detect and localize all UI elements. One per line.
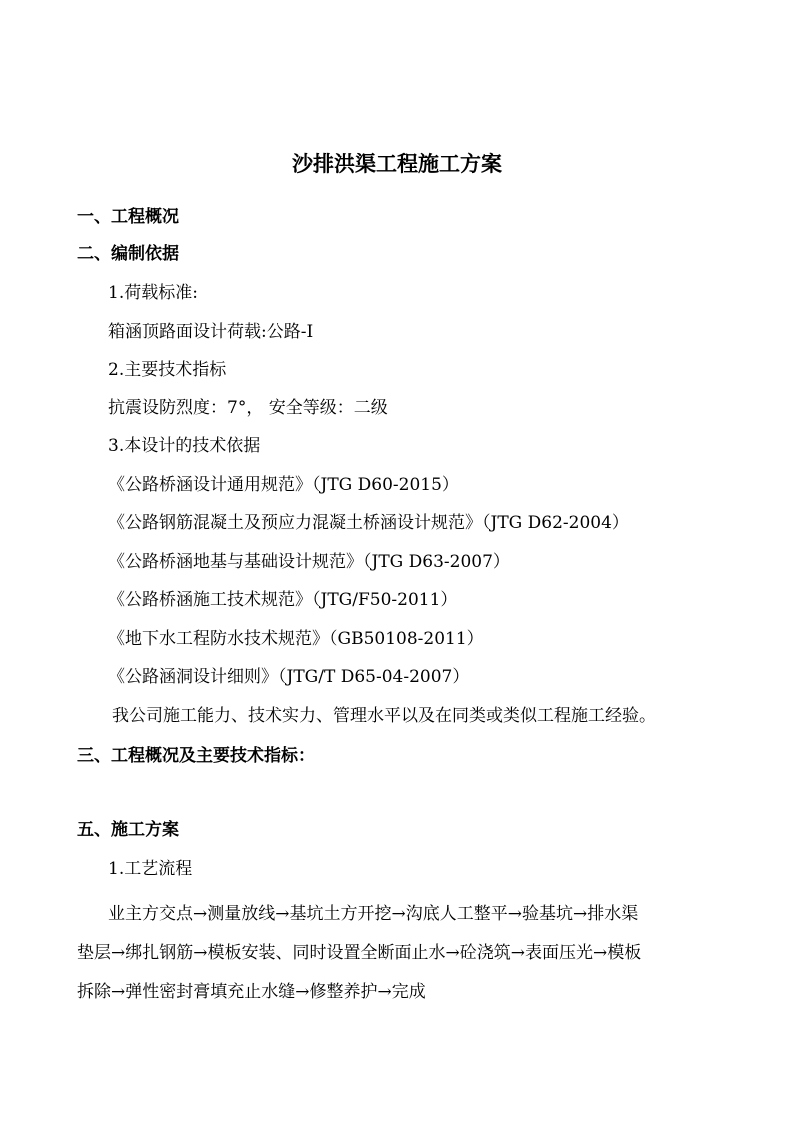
standard-item: 《公路钢筋混凝土及预应力混凝土桥涵设计规范》（JTG D62-2004） — [108, 513, 629, 533]
load-standard-item: 1.荷载标准: — [108, 283, 198, 303]
section-3-heading: 三、工程概况及主要技术指标： — [77, 746, 315, 766]
standard-item: 《公路涵洞设计细则》（JTG/T D65-04-2007） — [108, 667, 470, 687]
process-flow-item: 1.工艺流程 — [108, 859, 193, 879]
closing-paragraph: 我公司施工能力、技术实力、管理水平以及在同类或类似工程施工经验。 — [112, 706, 656, 726]
tech-indicator-item: 2.主要技术指标 — [108, 360, 227, 380]
standard-item: 《地下水工程防水技术规范》（GB50108-2011） — [108, 629, 484, 649]
tech-indicator-text: 抗震设防烈度：7°， 安全等级：二级 — [108, 398, 388, 418]
standard-item: 《公路桥涵地基与基础设计规范》（JTG D63-2007） — [108, 552, 510, 572]
section-1-heading: 一、工程概况 — [77, 207, 179, 227]
process-flow-line: 垫层→绑扎钢筋→模板安装、同时设置全断面止水→砼浇筑→表面压光→模板 — [77, 943, 642, 963]
standard-item: 《公路桥涵设计通用规范》（JTG D60-2015） — [108, 475, 459, 495]
standard-item: 《公路桥涵施工技术规范》（JTG/F50-2011） — [108, 590, 458, 610]
design-basis-item: 3.本设计的技术依据 — [108, 436, 261, 456]
load-standard-text: 箱涵顶路面设计荷载:公路-Ⅰ — [108, 322, 314, 342]
process-flow-line: 拆除→弹性密封膏填充止水缝→修整养护→完成 — [77, 982, 426, 1002]
document-title: 沙排洪渠工程施工方案 — [292, 151, 502, 176]
section-2-heading: 二、编制依据 — [77, 244, 179, 264]
section-5-heading: 五、施工方案 — [77, 820, 179, 840]
process-flow-line: 业主方交点→测量放线→基坑土方开挖→沟底人工整平→验基坑→排水渠 — [108, 904, 639, 924]
